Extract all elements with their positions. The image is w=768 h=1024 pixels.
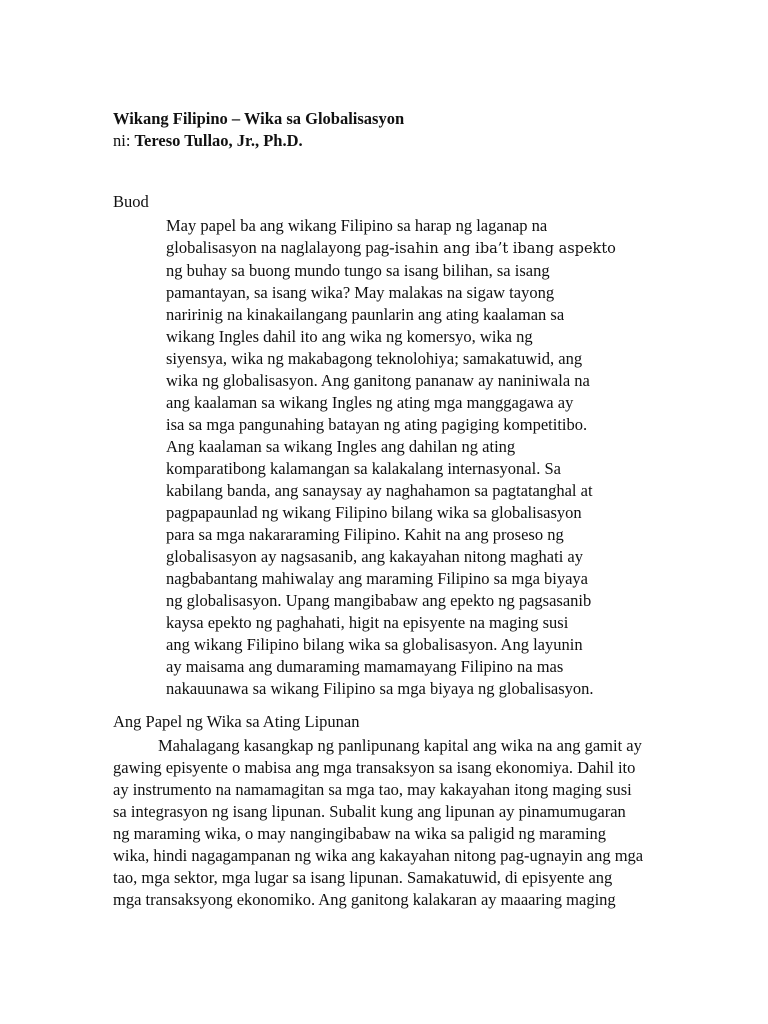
abstract-line <box>166 237 646 260</box>
abstract-line: wika ng globalisasyon. Ang ganitong pananaw ay naniniwala na <box>166 371 590 390</box>
abstract-line: pagpapaunlad ng wikang Filipino bilang wika sa globalisasyon <box>166 503 582 522</box>
abstract-line: nagbabantang mahiwalay ang maraming Filipino sa mga biyaya <box>166 569 589 588</box>
abstract-body <box>166 215 646 700</box>
abstract-line: ay maisama ang dumaraming mamamayang Filipino na mas <box>166 657 564 676</box>
section-heading: Ang Papel ng Wika sa Ating Lipunan <box>113 712 360 731</box>
section-line: ng maraming wika, o may nangingibabaw na wika sa paligid ng maraming <box>113 824 607 843</box>
section-line: ay instrumento na namamagitan sa mga tao, may kakayahan itong maging susi <box>113 780 632 799</box>
abstract-line: ang kaalaman sa wikang Ingles ng ating mga manggagawa ay <box>166 393 574 412</box>
abstract-line-part: isahin ang iba’t ibang aspekto <box>394 241 616 257</box>
section-line: mga transaksyong ekonomiko. Ang ganitong kalakaran ay maaaring maging <box>113 890 616 909</box>
abstract-line-part: globalisasyon na naglalayong pag- <box>166 238 395 257</box>
section-body <box>113 735 693 911</box>
abstract-line: komparatibong kalamangan sa kalakalang internasyonal. Sa <box>166 459 561 478</box>
abstract-line: siyensya, wika ng makabagong teknolohiya; samakatuwid, ang <box>166 349 583 368</box>
abstract-line: wikang Ingles dahil ito ang wika ng komersyo, wika ng <box>166 327 533 346</box>
author-name: Tereso Tullao, Jr., Ph.D. <box>134 131 303 150</box>
abstract-line: May papel ba ang wikang Filipino sa harap ng laganap na <box>166 216 548 235</box>
abstract-line: ng buhay sa buong mundo tungo sa isang bilihan, sa isang <box>166 261 550 280</box>
section-line: tao, mga sektor, mga lugar sa isang lipunan. Samakatuwid, di episyente ang <box>113 868 613 887</box>
abstract-heading: Buod <box>113 192 149 211</box>
abstract-line: pamantayan, sa isang wika? May malakas na sigaw tayong <box>166 283 555 302</box>
abstract-line: kabilang banda, ang sanaysay ay naghahamon sa pagtatanghal at <box>166 481 593 500</box>
abstract-line: kaysa epekto ng paghahati, higit na episyente na maging susi <box>166 613 569 632</box>
section-line: wika, hindi nagagampanan ng wika ang kakayahan nitong pag-ugnayin ang mga <box>113 846 644 865</box>
abstract-line: nakauunawa sa wikang Filipino sa mga biyaya ng globalisasyon. <box>166 679 594 698</box>
section-line: gawing episyente o mabisa ang mga transaksyon sa isang ekonomiya. Dahil ito <box>113 758 636 777</box>
abstract-line: ang wikang Filipino bilang wika sa globalisasyon. Ang layunin <box>166 635 583 654</box>
abstract-line: Ang kaalaman sa wikang Ingles ang dahilan ng ating <box>166 437 516 456</box>
abstract-line: isa sa mga pangunahing batayan ng ating pagiging kompetitibo. <box>166 415 588 434</box>
document-title: Wikang Filipino – Wika sa Globalisasyon <box>113 109 405 128</box>
title-block <box>113 108 404 152</box>
section-line: Mahalagang kasangkap ng panlipunang kapital ang wika na ang gamit ay <box>158 736 642 755</box>
abstract-line: globalisasyon ay nagsasanib, ang kakayahan nitong maghati ay <box>166 547 583 566</box>
byline-prefix: ni: <box>113 131 131 150</box>
abstract-line: para sa mga nakararaming Filipino. Kahit na ang proseso ng <box>166 525 564 544</box>
section-line: sa integrasyon ng isang lipunan. Subalit kung ang lipunan ay pinamumugaran <box>113 802 626 821</box>
byline <box>113 130 404 152</box>
abstract-line: ng globalisasyon. Upang mangibabaw ang epekto ng pagsasanib <box>166 591 592 610</box>
abstract-line: naririnig na kinakailangang paunlarin ang ating kaalaman sa <box>166 305 565 324</box>
